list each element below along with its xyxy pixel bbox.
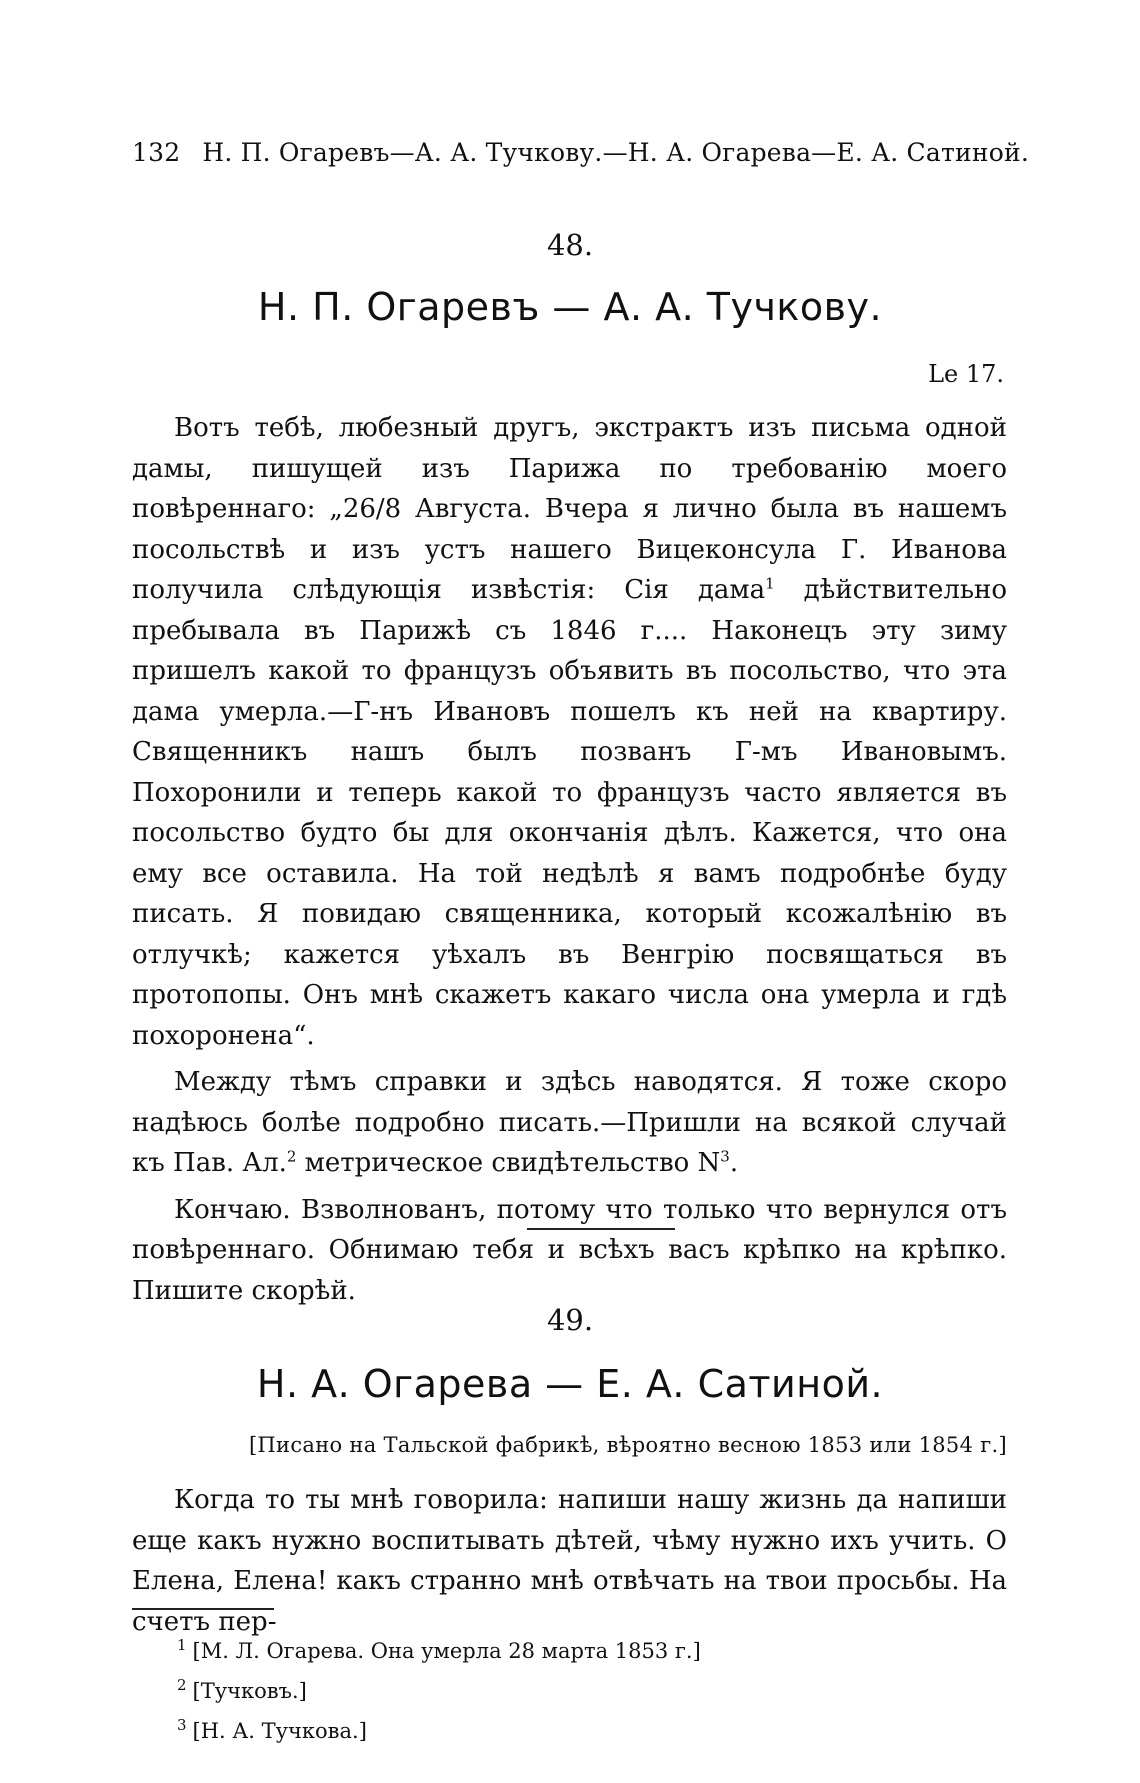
footnote-1	[177, 1628, 701, 1668]
paragraph-text: дѣйствительно пребывала въ Парижѣ съ 1846 г.... Наконецъ эту зиму пришелъ какой то французъ объявить въ посольство, что эта дама умерла.—Г-нъ Ивановъ пошелъ къ ней на квартиру. Священникъ нашъ былъ позванъ Г-мъ Ивановымъ. Похоронили и теперь какой то французъ часто является въ посольство будто бы для окончанія дѣлъ. Кажется, что она ему все оставила. На той недѣлѣ я вамъ подробнѣе буду писать. Я повидаю священника, который ксожалѣнію въ отлучкѣ; кажется уѣхалъ въ Венгрію посвящаться въ протопопы. Онъ мнѣ скажетъ какаго числа она умерла и гдѣ похоронена“.	[132, 575, 1007, 1051]
letter-48-dateline: Le 17.	[928, 360, 1004, 388]
paragraph-text: .	[729, 1148, 739, 1178]
footnote-mark: 3	[177, 1716, 187, 1734]
footnote-ref-2: 2	[286, 1147, 297, 1166]
footnote-rule	[132, 1608, 274, 1610]
letter-48-number: 48.	[546, 228, 594, 262]
footnote-mark: 1	[177, 1636, 187, 1654]
page-number: 132	[132, 138, 181, 167]
footnote-3	[177, 1708, 701, 1748]
letter-49-title: Н. А. Огарева — Е. А. Сатиной.	[256, 1362, 884, 1406]
letter-48-paragraph-1	[132, 408, 1007, 1056]
paragraph-text: Вотъ тебѣ, любезный другъ, экстрактъ изъ письма одной дамы, пишущей изъ Парижа по требованію моего повѣреннаго: „26/8 Августа. Вчера я лично была въ нашемъ посольствѣ и изъ устъ нашего Вицеконсула Г. Иванова получила слѣдующія извѣстія: Сія дама	[132, 413, 1007, 605]
footnote-ref-3: 3	[720, 1147, 730, 1166]
paragraph-text: Между тѣмъ справки и здѣсь наводятся. Я тоже скоро надѣюсь болѣе подробно писать.—Пришли на всякой случай къ Пав. Ал.	[132, 1067, 1007, 1178]
running-head-text: Н. П. Огаревъ—А. А. Тучкову.—Н. А. Огарева—Е. А. Сатиной.	[202, 138, 1029, 167]
letter-48-body	[132, 408, 1007, 1311]
footnote-text: [Н. А. Тучкова.]	[192, 1719, 367, 1743]
footnote-ref-1: 1	[765, 574, 775, 593]
letter-48-paragraph-2	[132, 1062, 1007, 1184]
footnote-text: [Тучковъ.]	[192, 1679, 307, 1703]
footnote-2	[177, 1668, 701, 1708]
footnote-mark: 2	[177, 1676, 187, 1694]
running-head	[132, 138, 1029, 167]
letter-49-number: 49.	[546, 1303, 594, 1337]
letter-48-title: Н. П. Огаревъ — А. А. Тучкову.	[257, 285, 883, 329]
letter-49-editorial-note: [Писано на Тальской фабрикѣ, вѣроятно весною 1853 или 1854 г.]	[248, 1433, 1007, 1457]
letter-49-paragraph-1: Когда то ты мнѣ говорила: напиши нашу жизнь да напиши еще какъ нужно воспитывать дѣтей, чѣму нужно ихъ учить. О Елена, Елена! какъ странно мнѣ отвѣчать на твои просьбы. На счетъ пер-	[132, 1485, 1007, 1637]
letter-49-body	[132, 1480, 1007, 1642]
letter-48-paragraph-3: Кончаю. Взволнованъ, потому что только что вернулся отъ повѣреннаго. Обнимаю тебя и всѣхъ васъ крѣпко на крѣпко. Пишите скорѣй.	[132, 1194, 1007, 1306]
section-divider	[527, 1228, 675, 1230]
footnote-text: [М. Л. Огарева. Она умерла 28 марта 1853 г.]	[192, 1639, 701, 1663]
paragraph-text: метрическое свидѣтельство N	[296, 1148, 721, 1178]
footnotes	[177, 1628, 701, 1748]
